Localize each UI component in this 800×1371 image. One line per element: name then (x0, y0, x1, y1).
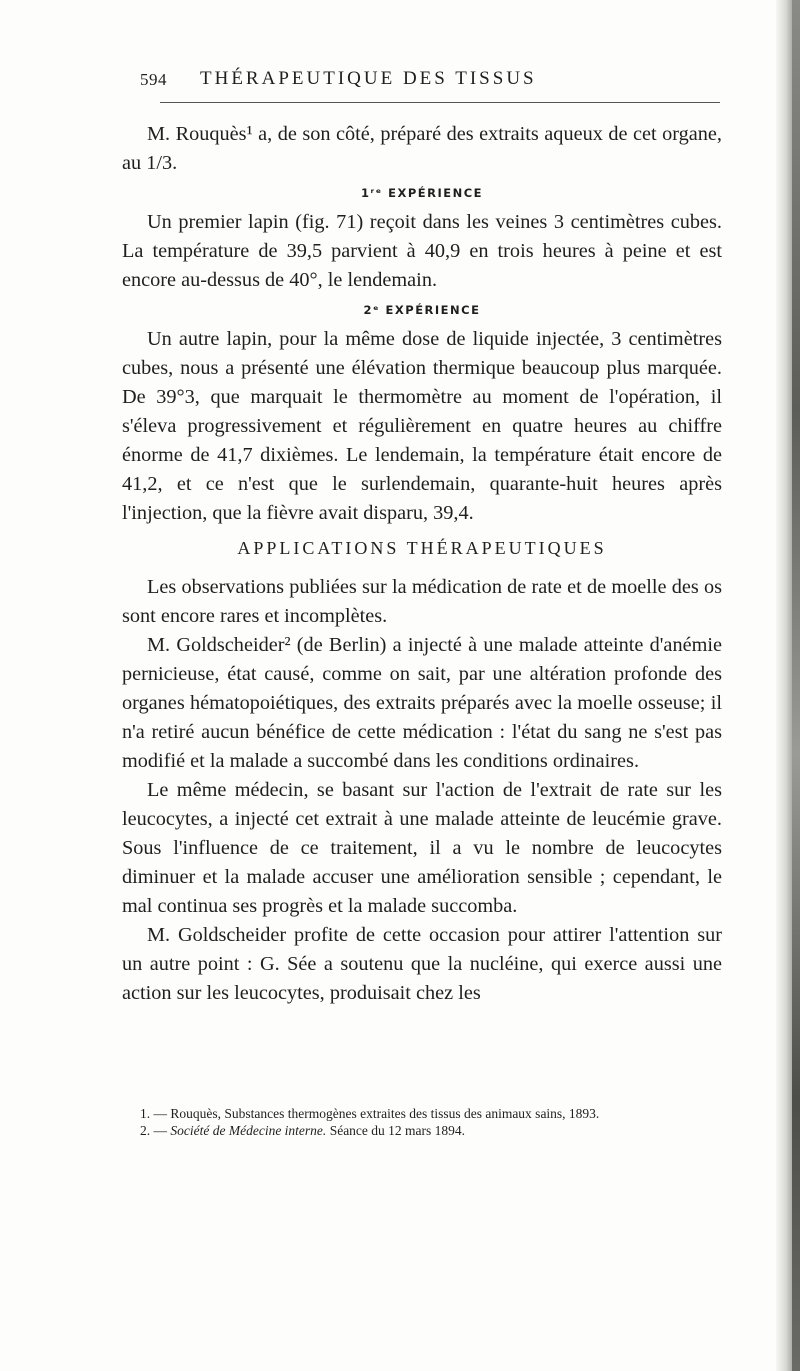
footnote-1: 1. — Rouquès, Substances thermogènes extraites des tissus des animaux sains, 1893. (140, 1106, 600, 1121)
footnote-2-suffix: Séance du 12 mars 1894. (326, 1123, 466, 1138)
paragraph-leucemia: Le même médecin, se basant sur l'action de l'extrait de rate sur les leucocytes, a injecté cet extrait à une malade atteinte de leucémie grave. Sous l'influence de ce traitement, il a vu le nombre de leucocytes diminuer et la malade accuser une amélioration sensible ; cependant, le mal continua ses progrès et la malade succomba. (122, 779, 722, 917)
intro-paragraph: M. Rouquès¹ a, de son côté, préparé des extraits aqueux de cet organe, au 1/3. (122, 123, 722, 174)
footnote-2 (130, 1122, 720, 1139)
running-title: THÉRAPEUTIQUE DES TISSUS (200, 68, 537, 89)
footnotes (130, 1105, 720, 1139)
footnote-2-prefix: 2. — (140, 1123, 171, 1138)
paragraph-observations: Les observations publiées sur la médication de rate et de moelle des os sont encore rares et incomplètes. (122, 576, 722, 627)
body-text (122, 120, 722, 1008)
page-header (140, 70, 710, 96)
scan-edge-border (792, 0, 800, 1371)
page-number: 594 (140, 70, 167, 89)
section-title: APPLICATIONS THÉRAPEUTIQUES (237, 538, 607, 558)
experiment-2-text: Un autre lapin, pour la même dose de liquide injectée, 3 centimètres cubes, nous a présenté une élévation thermique beaucoup plus marquée. De 39°3, que marquait le thermomètre au moment de l'opération, il s'éleva progressivement et régulièrement en quatre heures au chiffre énorme de 41,7 dixièmes. Le lendemain, la température était encore de 41,2, et ce n'est que le surlendemain, quarante-huit heures après l'injection, que la fièvre avait disparu, 39,4. (122, 328, 722, 524)
paragraph-goldscheider-anemia: M. Goldscheider² (de Berlin) a injecté à une malade atteinte d'anémie pernicieuse, état causé, comme on sait, par une altération profonde des organes hématopoiétiques, des extraits préparés avec la moelle osseuse; il n'a retiré aucun bénéfice de cette médication : l'état du sang ne s'est pas modifié et la malade a succombé dans les conditions ordinaires. (122, 634, 722, 772)
experiment-1-heading: 1ʳᵉ EXPÉRIENCE (360, 186, 484, 200)
paragraph-nucleine: M. Goldscheider profite de cette occasion pour attirer l'attention sur un autre point : G. Sée a soutenu que la nucléine, qui exerce aussi une action sur les leucocytes, produisait chez les (122, 924, 722, 1004)
footnote-2-source: Société de Médecine interne. (170, 1123, 327, 1138)
experiment-1-text: Un premier lapin (fig. 71) reçoit dans les veines 3 centimètres cubes. La température de 39,5 parvient à 40,9 en trois heures à peine et est encore au-dessus de 40°, le lendemain. (122, 211, 722, 291)
experiment-2-heading: 2ᵉ EXPÉRIENCE (363, 303, 481, 317)
header-rule (160, 102, 720, 103)
